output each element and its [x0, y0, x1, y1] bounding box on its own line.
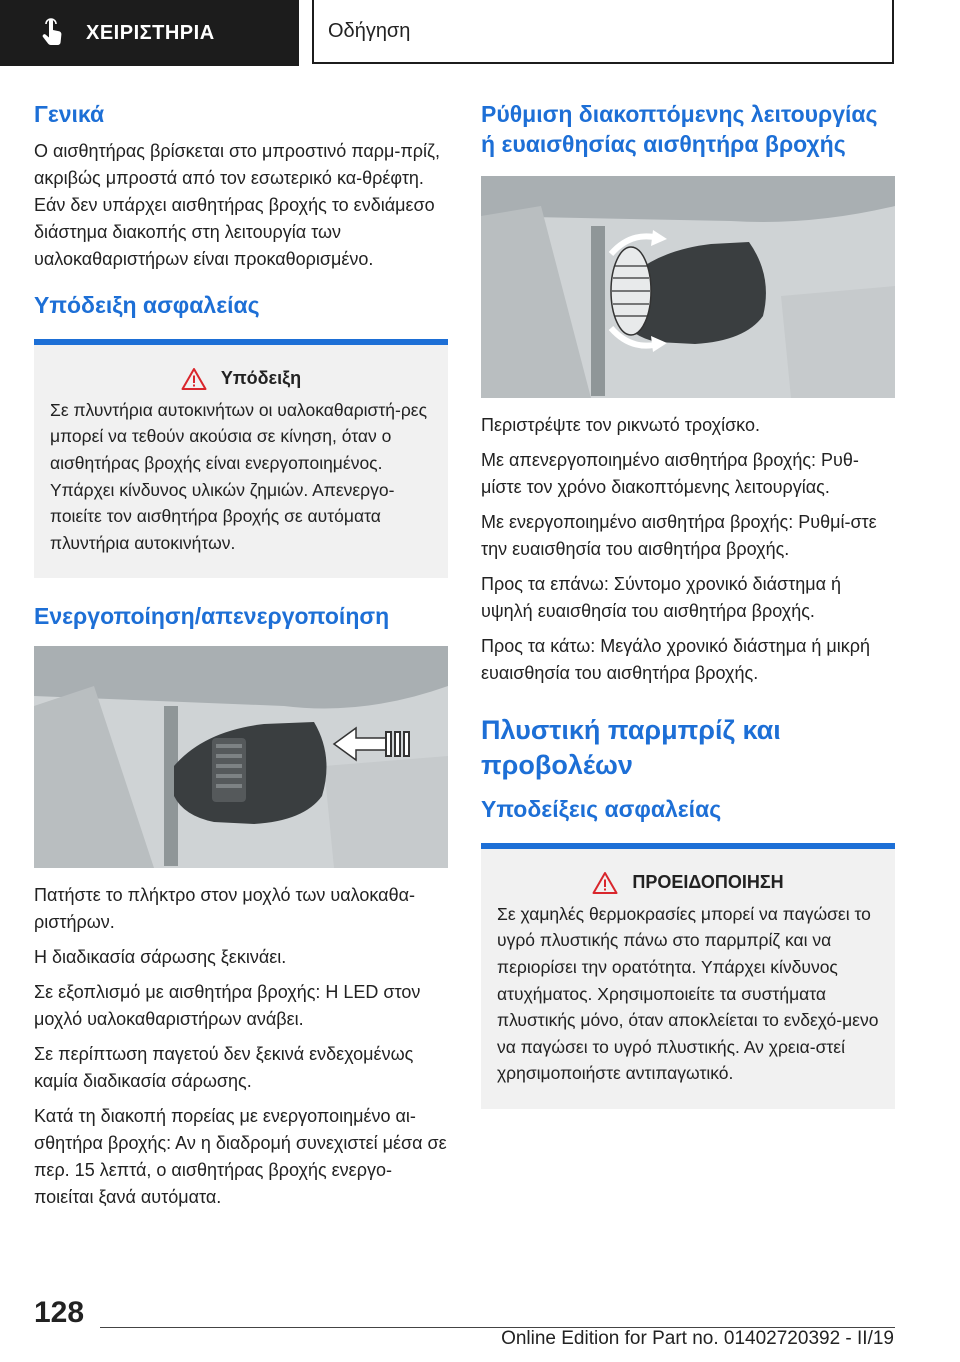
- activation-step: Η διαδικασία σάρωσης ξεκινάει.: [34, 947, 287, 968]
- pointing-hand-icon: [38, 18, 68, 48]
- wiper-thumbwheel-image: [481, 176, 895, 398]
- adjust-step: Με ενεργοποιημένο αισθητήρα βροχής: Ρυθμί-στε την ευαισθησία του αισθητήρα βροχής.: [481, 511, 877, 559]
- general-heading: Γενικά: [34, 101, 105, 127]
- washer-warning-title: ΠΡΟΕΙΔΟΠΟΙΗΣΗ: [632, 872, 784, 893]
- adjust-steps: [481, 412, 895, 687]
- adjust-step: Προς τα επάνω: Σύντομο χρονικό διάστημα ή υψηλή ευαισθησία του αισθητήρα βροχής.: [481, 573, 841, 621]
- adjust-step: Προς τα κάτω: Μεγάλο χρονικό διάστημα ή μικρή ευαισθησία του αισθητήρα βροχής.: [481, 635, 871, 683]
- activation-step: Σε περίπτωση παγετού δεν ξεκινά ενδεχομένως καμία διαδικασία σάρωσης.: [34, 1044, 414, 1092]
- right-column: [481, 100, 895, 1133]
- general-text: Ο αισθητήρας βρίσκεται στο μπροστινό παρμ-πρίζ, ακριβώς μπροστά από τον εσωτερικό κα-θρέφτη. Εάν δεν υπάρχει αισθητήρας βροχής το ενδιάμεσο διάστημα διακοπής στη λειτουργία των υαλοκαθαριστήρων είναι προκαθορισμένο.: [34, 140, 440, 269]
- activation-step: Σε εξοπλισμό με αισθητήρα βροχής: Η LED στον μοχλό υαλοκαθαριστήρων ανάβει.: [34, 982, 421, 1030]
- safety-note-title: Υπόδειξη: [220, 368, 302, 389]
- washer-heading: Πλυστική παρμπρίζ και προβολέων: [481, 714, 781, 780]
- left-column: [34, 100, 448, 1219]
- breadcrumb: [312, 0, 894, 64]
- warning-triangle-icon: [181, 367, 207, 391]
- activation-step: Πατήστε το πλήκτρο στον μοχλό των υαλοκαθα-ριστήρων.: [34, 885, 415, 933]
- safety-heading: Υπόδειξη ασφαλείας: [34, 291, 260, 318]
- edition-footer: Online Edition for Part no. 01402720392 - II/19: [501, 1328, 894, 1349]
- activation-heading: Ενεργοποίηση/απενεργοποίηση: [34, 603, 390, 630]
- washer-warning-text: Σε χαμηλές θερμοκρασίες μπορεί να παγώσει το υγρό πλυστικής πάνω στο παρμπρίζ και να περιορίσει την ορατότητα. Υπάρχει κίνδυνος ατυχήματος. Χρησιμοποιείτε τα συστήματα πλυστικής μόνο, όταν αποκλείεται το ενδεχό-μενο να παγώσει το υγρό πλυστικής. Αν χρεια-στεί χρησιμοποιήστε αντιπαγωτικό.: [497, 903, 879, 1084]
- activation-step: Κατά τη διακοπή πορείας με ενεργοποιημένο αι-σθητήρα βροχής: Αν η διαδρομή συνεχιστεί μέσα σε περ. 15 λεπτά, ο αισθητήρας βροχής ενεργο-ποιείται ξανά αυτόματα.: [34, 1106, 447, 1208]
- page-number: 128: [34, 1296, 85, 1329]
- adjust-heading: Ρύθμιση διακοπτόμενης λειτουργίας ή ευαισθησίας αισθητήρα βροχής: [481, 101, 878, 157]
- activation-steps: [34, 882, 448, 1211]
- section-tab-label: ΧΕΙΡΙΣΤΗΡΙΑ: [86, 21, 215, 44]
- washer-warning-box: [481, 843, 895, 1109]
- breadcrumb-label: Οδήγηση: [328, 19, 411, 42]
- warning-triangle-icon: [592, 871, 618, 895]
- wiper-lever-button-image: [34, 646, 448, 868]
- washer-safety-heading: Υποδείξεις ασφαλείας: [481, 795, 722, 822]
- section-tab: [0, 0, 299, 66]
- adjust-step: Περιστρέψτε τον ρικνωτό τροχίσκο.: [481, 414, 760, 435]
- adjust-step: Με απενεργοποιημένο αισθητήρα βροχής: Ρυθ-μίστε τον χρόνο διακοπτόμενης λειτουργίας.: [481, 449, 859, 497]
- safety-note-box: [34, 339, 448, 579]
- safety-note-text: Σε πλυντήρια αυτοκινήτων οι υαλοκαθαριστή-ρες μπορεί να τεθούν ακούσια σε κίνηση, όταν ο αισθητήρας βροχής είναι ενεργοποιημένος. Υπάρχει κίνδυνος υλικών ζημιών. Απενεργο-ποιείτε τον αισθητήρα βροχής σε αυτόματα πλυντήρια αυτοκινήτων.: [50, 399, 428, 553]
